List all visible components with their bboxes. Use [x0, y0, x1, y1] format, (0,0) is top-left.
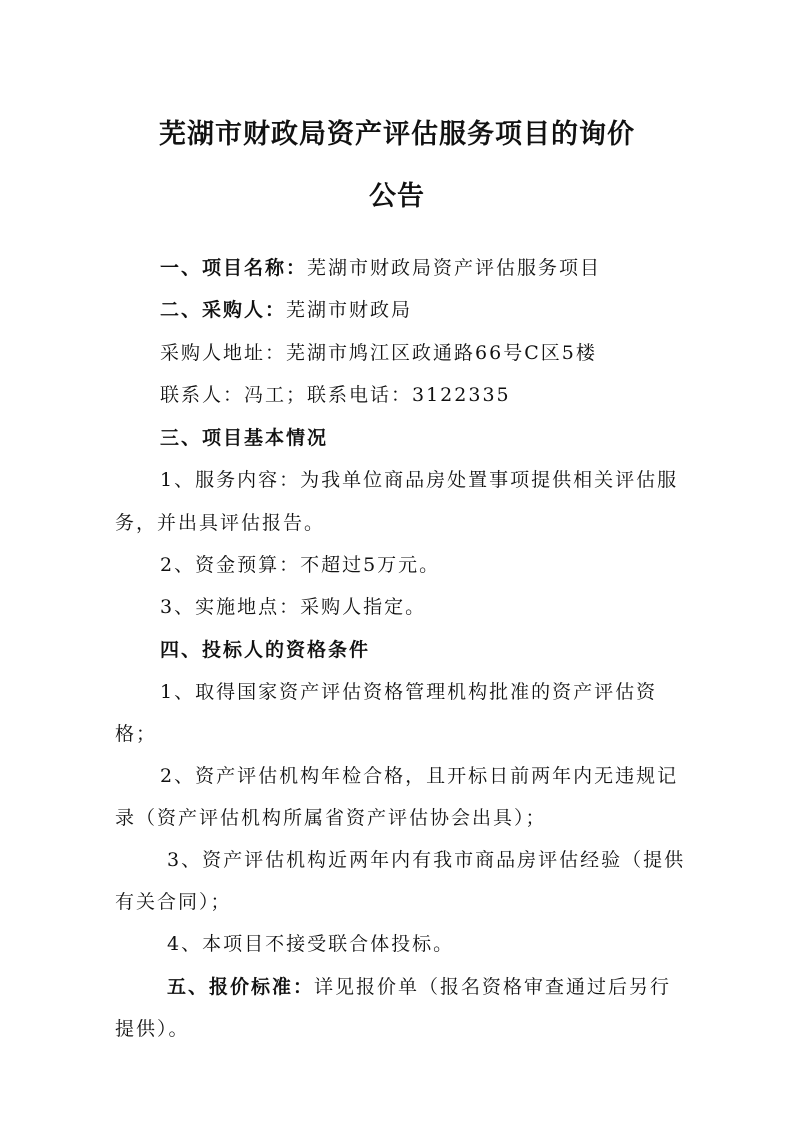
- project-basic-heading: 三、项目基本情况: [160, 427, 329, 449]
- location-line: 3、实施地点：采购人指定。: [160, 596, 427, 618]
- quote-standard-value-line1: 详见报价单（报名资格审查通过后另行: [314, 976, 672, 998]
- qualification-item1-line2: 格；: [115, 723, 158, 745]
- quote-standard-value-line2: 提供）。: [115, 1018, 190, 1040]
- service-content-line1: 1、服务内容：为我单位商品房处置事项提供相关评估服: [160, 469, 679, 491]
- purchaser-heading: 二、采购人：: [160, 299, 287, 321]
- qualification-item1-line1: 1、取得国家资产评估资格管理机构批准的资产评估资: [160, 681, 658, 703]
- project-name-value: 芜湖市财政局资产评估服务项目: [307, 257, 602, 279]
- qualification-heading: 四、投标人的资格条件: [160, 639, 371, 661]
- purchaser-address-row: [160, 340, 597, 366]
- service-content-line2: 务，并出具评估报告。: [115, 512, 326, 534]
- qualification-item4: 4、本项目不接受联合体投标。: [167, 933, 455, 955]
- quote-standard-row: [167, 974, 671, 1000]
- project-name-heading: 一、项目名称：: [160, 257, 308, 279]
- qualification-item2-line1: 2、资产评估机构年检合格，且开标日前两年内无违规记: [160, 765, 679, 787]
- qualification-item2-line2: 录（资产评估机构所属省资产评估协会出具）；: [115, 807, 547, 829]
- purchaser-address-label: 采购人地址：: [160, 342, 287, 364]
- document-title-line1: 芜湖市财政局资产评估服务项目的询价: [159, 119, 635, 150]
- purchaser-value: 芜湖市财政局: [286, 299, 413, 321]
- qualification-item3-line2: 有关合同）；: [115, 891, 232, 913]
- project-name-row: [160, 255, 601, 281]
- purchaser-address-value: 芜湖市鸠江区政通路66号C区5楼: [286, 342, 597, 364]
- purchaser-row: [160, 297, 412, 323]
- budget-line: 2、资金预算：不超过5万元。: [160, 554, 441, 576]
- document-title-line2: 公告: [369, 181, 425, 212]
- contact-line: 联系人：冯工；联系电话：3122335: [160, 384, 511, 406]
- quote-standard-heading: 五、报价标准：: [167, 976, 315, 998]
- qualification-item3-line1: 3、资产评估机构近两年内有我市商品房评估经验（提供: [167, 849, 686, 871]
